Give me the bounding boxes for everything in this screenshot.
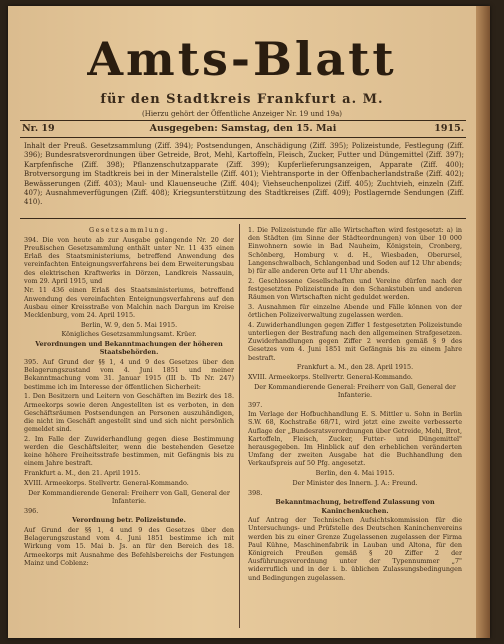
paragraph-number: 396. (24, 506, 39, 515)
paragraph: Im Verlage der Hofbuchhandlung E. S. Mittler u. Sohn in Berlin S.W. 68, Kochstraße 68/71, wird jetzt eine zweite verbesserte Auflage der „Bundesratsverordnungen über Getreide, Mehl, Brot, Kartoffeln, Fleisch, Zucker, Futter- und Düngemittel" herausgegeben. Im Hinblick auf den erheblichen veränderten Umfang der zweiten Ausgabe hat die Buchhandlung den Verkaufspreis auf 50 Pfg. angesetzt. (248, 410, 462, 468)
section-divider (20, 218, 466, 219)
supplement-note: (Hierzu gehört der Öffentliche Anzeiger Nr. 19 und 19a) (141, 110, 342, 118)
authority-line: XVIII. Armeekorps. Stellvertr. General-Kommando. (248, 372, 413, 381)
signature: Der Minister des Innern. J. A.: Freund. (292, 478, 418, 487)
paragraph-number: 397. (248, 400, 263, 409)
paragraph: 1. Den Besitzern und Leitern von Geschäften im Bezirk des 18. Armeekorps sowie deren Angestellten ist es verboten, in den Geschäftsräumen Postsendungen an Personen auszuhändigen, die nicht im Geschäft angestellt sind und sich nicht persönlich gemeldet sind. (24, 392, 234, 434)
dateline: Frankfurt a. M., den 21. April 1915. (24, 469, 141, 478)
section-heading: Verordnungen und Bekanntmachungen der höheren Staatsbehörden. (35, 340, 223, 357)
signature: Königliches Gesetzsammlungsamt. Krüer. (61, 330, 197, 339)
book-spine (476, 6, 490, 638)
paragraph: 2. Geschlossene Gesellschaften und Vereine dürfen nach der festgesetzten Polizeistunde in den Schankstuben und anderen Räumen von Wirtschaften nicht geduldet werden. (248, 276, 462, 302)
newspaper-page (8, 6, 490, 638)
signature: Der Kommandierende General: Freiherr von Gall, General der Infanterie. (254, 382, 456, 399)
left-column (24, 226, 234, 628)
issue-year: 1915. (434, 123, 464, 134)
gesetzsammlung-heading: Gesetzsammlung. (89, 226, 169, 234)
paragraph-number: 398. (248, 488, 263, 497)
column-divider (239, 224, 240, 628)
sub-heading: Verordnung betr. Polizeistunde. (72, 516, 186, 525)
paragraph-395: 395. Auf Grund der §§ 1, 4 und 9 des Gesetzes über den Belagerungszustand vom 4. Juni 1851 und meiner Bekanntmachung vom 31. Januar 1915 (III b. Tb Nr. 247) bestimme ich im Interesse der öffentlichen Sicherheit: (24, 358, 234, 391)
paragraph: 4. Zuwiderhandlungen gegen Ziffer 1 festgesetzten Polizeistunde unterliegen der Bestrafung nach den allgemeinen Strafgesetzen. Zuwiderhandlungen gegen Ziffer 2 werden gemäß § 9 des Gesetzes vom 4. Juni 1851 mit Gefängnis bis zu einem Jahre bestraft. (248, 320, 462, 362)
masthead-subtitle: für den Stadtkreis Frankfurt a. M. (100, 92, 384, 107)
dateline: Berlin, den 4. Mai 1915. (315, 469, 395, 478)
authority-line: XVIII. Armeekorps. Stellvertr. General-Kommando. (24, 478, 189, 487)
paragraph-394: 394. Die von heute ab zur Ausgabe gelangende Nr. 20 der Preußischen Gesetzsammlung enthält unter Nr. 11 435 einen Erlaß des Staatsministeriums, betreffend Anwendung des vereinfachten Enteignungsverfahrens bei dem Erweiterungsbau des elektrischen Kraftwerks in Dörzen, Landkreis Nassauin, vom 29. April 1915, und (24, 235, 234, 285)
paragraph: Nr. 11 436 einen Erlaß des Staatsministeriums, betreffend Anwendung des vereinfachten Enteignungsverfahrens auf den Ausbau einer Kreisstraße von Malchin nach Dargun im Kreise Mecklenburg, vom 24. April 1915. (24, 286, 234, 320)
toc-text: Inhalt der Preuß. Gesetzsammlung (Ziff. 394); Postsendungen, Anschädigung (Ziff. 395); Polizeistunde, Festlegung (Ziff. 396); Bundesratsverordnungen über Getreide, Brot, Mehl, Kartoffeln, Fleisch, Zucker, Futter und Düngemittel (Ziff. 397); Karpfenfische (Ziff. 398); Pflanzenschutzapparate (Ziff. 399); Kupferlieferungsanzeigen, Apparate (Ziff. 400); Brotversorgung im Stadtkreis bei in der Mineralstelle (Ziff. 401); Viehtransporte in der Offenbacherlandstraße (Ziff. 402); Bewässerungen (Ziff. 403); Maul- und Klauenseuche (Ziff. 404); Viehseuchenpolizei (Ziff. 405); Zuchtvieh, einzeln (Ziff. 407); Ausnahmeverfügungen (Ziff. 408); Kriegsunterstützung des Stadtkreises (Ziff. 409); Postlagernde Sendungen (Ziff. 410). (24, 142, 464, 207)
section-heading: Bekanntmachung, betreffend Zulassung von Kaninchenkuchen. (275, 498, 435, 515)
table-of-contents (24, 142, 464, 208)
paragraph: 1. Die Polizeistunde für alle Wirtschaften wird festgesetzt: a) in den Städten (im Sinne der Städteordnungen) von über 10 000 Einwohnern sowie in Bad Nauheim, Königstein, Cronberg, Schönberg, Homburg v. d. H., Wiesbaden, Oberursel, Langenschwalbach, Schlangenbad und Soden auf 12 Uhr abends; b) für alle anderen Orte auf 11 Uhr abends. (248, 226, 462, 276)
dateline: Berlin, W. 9, den 5. Mai 1915. (80, 320, 178, 329)
right-column (248, 226, 462, 628)
masthead-title: Amts-Blatt (87, 32, 397, 86)
issue-bar (20, 120, 466, 138)
paragraph: Auf Antrag der Technischen Aufsichtskommission für die Untersuchungs- und Prüfstelle des Deutschen Kaninchenvereins werden bis zu einer Grenze Zugelassenen zugelassen der Firma Paul Kühne, Maschinenfabrik in Lauban und Altona, für den Königreich Preußen gemäß § 20 Ziffer 2 der Ausführungsverordnung unter der Typennummer „7" widerruflich und in der i. b. üblichen Zulassungsbedingungen und Bedingungen zugelassen. (248, 516, 462, 582)
issue-number: Nr. 19 (22, 123, 55, 134)
paragraph: Auf Grund der §§ 1, 4 und 9 des Gesetzes über den Belagerungszustand vom 4. Juni 1851 bestimme ich mit Wirkung vom 15. Mai b. Js. an für den Bereich des 18. Armeekorps mit Ausnahme des Befehlsbereichs der Festungen Mainz und Coblenz: (24, 525, 234, 567)
paragraph: 2. Im Falle der Zuwiderhandlung gegen diese Bestimmung werden die Geschäftsleiter, wenn die bestehenden Gesetze keine höhere Freiheitsstrafe bestimmen, mit Gefängnis bis zu einem Jahre bestraft. (24, 434, 234, 468)
dateline: Frankfurt a. M., den 28. April 1915. (296, 363, 414, 372)
issue-date: Ausgegeben: Samstag, den 15. Mai (149, 123, 337, 134)
paragraph: 3. Ausnahmen für einzelne Abende und Fälle können von der örtlichen Polizeiverwaltung zugelassen werden. (248, 302, 462, 320)
signature: Der Kommandierende General: Freiherr von Gall, General der Infanterie. (28, 488, 230, 505)
